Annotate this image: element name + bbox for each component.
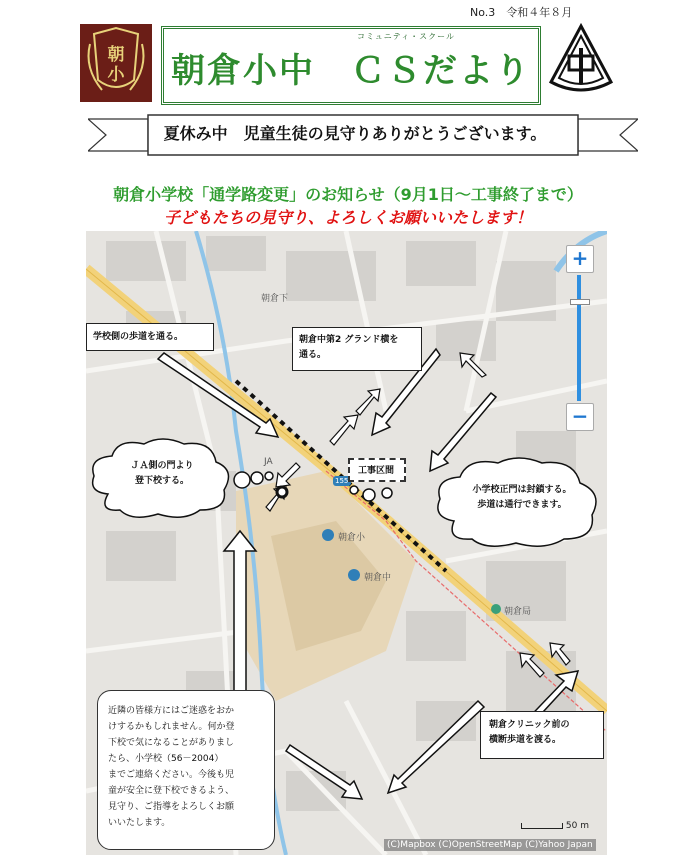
place-label-asakurashita: 朝倉下: [261, 294, 289, 304]
callout-clinic: [480, 711, 604, 759]
note-line: けするかもしれません。何か登: [108, 722, 235, 732]
zoom-out-button[interactable]: −: [566, 403, 594, 431]
callout-ground: [292, 327, 422, 371]
map-scale: [521, 821, 589, 831]
cloud-main-gate-text: [442, 483, 602, 513]
note-line: 近隣の皆様方にはご迷惑をおか: [108, 706, 235, 716]
newsletter-title-box: [161, 26, 541, 105]
cloud-main-gate-line2: 歩道は通行できます。: [477, 500, 567, 510]
note-line: 下校で気になることがありまし: [108, 738, 235, 748]
cloud-ja-gate-line1: ＪＡ側の門より: [130, 461, 194, 471]
newsletter-title: 朝倉小中 ＣＳだより: [171, 51, 531, 91]
note-line: 童が安全に登下校できるよう、: [108, 786, 235, 796]
note-line: 見守り、ご指導をよろしくお願: [108, 802, 235, 812]
scale-label: 50 m: [565, 821, 589, 831]
map-attribution[interactable]: (C)Mapbox (C)OpenStreetMap (C)Yahoo Japan: [384, 839, 596, 851]
zoom-slider-handle[interactable]: [570, 299, 590, 305]
place-label-post-office: 朝倉局: [504, 607, 532, 617]
cloud-ja-gate-line2: 登下校する。: [134, 476, 189, 486]
callout-clinic-line1: 朝倉クリニック前の: [489, 720, 570, 730]
neighbor-notice-box: [97, 690, 275, 850]
cloud-ja-gate-text: [102, 459, 222, 489]
banner-text: 夏休み中 児童生徒の見守りありがとうございます。: [163, 124, 547, 143]
callout-ground-line1: 朝倉中第2 グランド横を: [299, 335, 399, 345]
cloud-main-gate-line1: 小学校正門は封鎖する。: [472, 485, 572, 495]
callout-clinic-line2: 横断歩道を渡る。: [489, 735, 562, 745]
title-subtitle: コミュニティ・スクール: [356, 32, 456, 41]
place-label-elementary: 朝倉小: [338, 533, 366, 543]
callout-construction: 工事区間: [348, 458, 406, 482]
svg-text:小: 小: [107, 65, 125, 85]
callout-school-side: 学校側の歩道を通る。: [86, 323, 214, 351]
note-line: たら、小学校（56－2004）: [108, 754, 224, 764]
map-zoom-control: [566, 245, 594, 435]
zoom-slider-track[interactable]: [577, 275, 581, 401]
place-label-junior: 朝倉中: [364, 573, 392, 583]
zoom-in-button[interactable]: +: [566, 245, 594, 273]
route-change-heading: 朝倉小学校「通学路変更」のお知らせ（9月1日～工事終了まで）: [113, 185, 583, 204]
route-number: 155: [335, 477, 349, 485]
junior-high-emblem: [545, 22, 617, 102]
note-line: いいたします。: [108, 818, 171, 828]
note-line: までご連絡ください。今後も児: [108, 770, 235, 780]
scale-bar: [521, 823, 563, 829]
elementary-school-emblem: [80, 24, 152, 102]
svg-text:朝: 朝: [107, 45, 125, 65]
place-label-ja: JA: [264, 457, 273, 467]
watch-request-heading: 子どもたちの見守り、よろしくお願いいたします！: [163, 208, 532, 227]
callout-ground-line2: 通る。: [299, 350, 327, 360]
issue-number: No.3 令和４年８月: [470, 6, 573, 19]
